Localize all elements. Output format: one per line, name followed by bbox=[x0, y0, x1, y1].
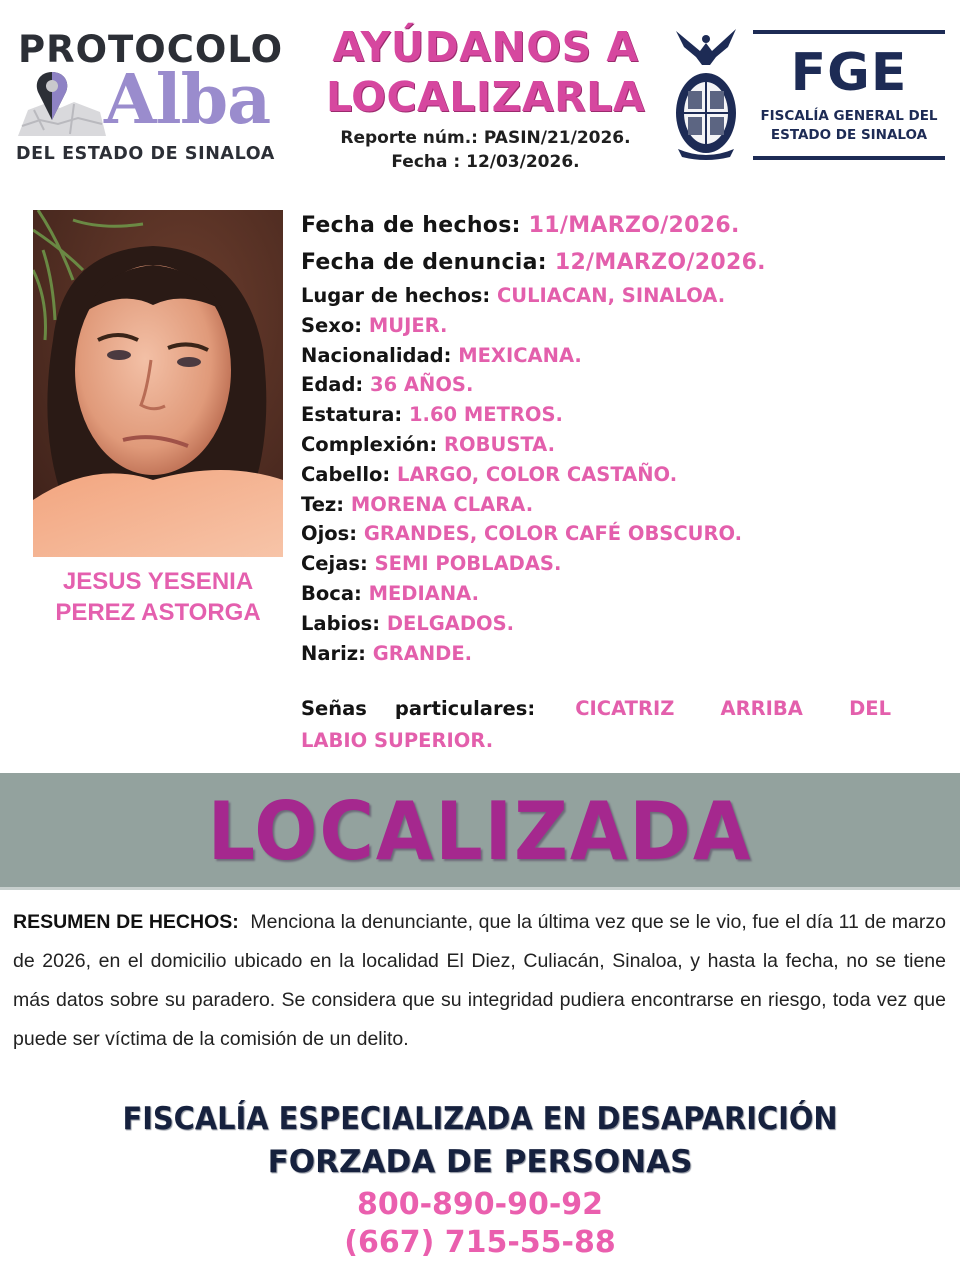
headline-line-1: AYÚDANOS A bbox=[332, 23, 639, 71]
detail-cabello bbox=[301, 460, 901, 490]
detail-nacionalidad bbox=[301, 341, 901, 371]
headline-line-2: LOCALIZARLA bbox=[325, 73, 646, 121]
map-pin-icon bbox=[14, 70, 109, 140]
footer-agency-line-2: FORZADA DE PERSONAS bbox=[267, 1144, 693, 1180]
detail-label: Cabello: bbox=[301, 462, 391, 486]
detail-nariz bbox=[301, 639, 901, 669]
detail-label: Boca: bbox=[301, 581, 362, 605]
report-number: Reporte núm.: PASIN/21/2026. bbox=[340, 128, 631, 148]
senas-value-word-1: CICATRIZ bbox=[575, 697, 675, 720]
detail-value: CULIACAN, SINALOA. bbox=[496, 284, 726, 307]
fge-full-name bbox=[748, 107, 950, 145]
detail-cejas bbox=[301, 549, 901, 579]
report-date: Fecha : 12/03/2026. bbox=[391, 152, 580, 172]
detail-fecha-hechos bbox=[301, 207, 901, 245]
detail-fecha-denuncia bbox=[301, 245, 901, 281]
detail-value: LARGO, COLOR CASTAÑO. bbox=[397, 462, 678, 486]
footer-agency-line-1: FISCALÍA ESPECIALIZADA EN DESAPARICIÓN bbox=[122, 1101, 838, 1137]
detail-value: DELGADOS. bbox=[386, 611, 515, 635]
detail-value: SEMI POBLADAS. bbox=[374, 552, 562, 576]
protocolo-alba-logo bbox=[12, 28, 302, 168]
detail-label: Complexión: bbox=[301, 432, 438, 456]
detail-value: MEDIANA. bbox=[368, 581, 480, 605]
detail-value: ROBUSTA. bbox=[444, 432, 556, 456]
fge-top-rule bbox=[753, 30, 945, 34]
fge-logo bbox=[668, 25, 948, 165]
detail-value: 12/MARZO/2026. bbox=[554, 250, 766, 275]
detail-label: Cejas: bbox=[301, 552, 368, 576]
headline-block bbox=[318, 22, 653, 174]
detail-label: Lugar de hechos: bbox=[301, 284, 491, 307]
senas-label-word-2: particulares: bbox=[394, 697, 536, 720]
detail-label: Sexo: bbox=[301, 313, 363, 337]
logo-subtitle: DEL ESTADO DE SINALOA bbox=[16, 144, 275, 164]
detail-value: MUJER. bbox=[368, 313, 448, 337]
detail-value: 36 AÑOS. bbox=[370, 373, 474, 397]
detail-label: Ojos: bbox=[301, 522, 358, 546]
detail-label: Fecha de denuncia: bbox=[301, 250, 547, 275]
detail-boca bbox=[301, 579, 901, 609]
missing-person-name bbox=[30, 566, 286, 628]
detail-value: 11/MARZO/2026. bbox=[528, 213, 740, 238]
detail-label: Fecha de hechos: bbox=[301, 213, 521, 238]
senas-label-word-1: Señas bbox=[301, 697, 367, 720]
status-localizada: LOCALIZADA bbox=[207, 785, 753, 878]
summary-of-facts bbox=[13, 903, 946, 1059]
person-details-list bbox=[301, 207, 901, 668]
detail-labios bbox=[301, 609, 901, 639]
detail-estatura bbox=[301, 400, 901, 430]
detail-value: MEXICANA. bbox=[458, 343, 582, 367]
detail-complexion bbox=[301, 430, 901, 460]
senas-value-word-3: DEL bbox=[849, 697, 891, 720]
person-photo-icon bbox=[33, 210, 283, 557]
phone-number-1[interactable]: 800-890-90-92 bbox=[356, 1187, 604, 1222]
senas-value-line-1 bbox=[575, 693, 891, 725]
logo-alba-text: Alba bbox=[104, 60, 271, 140]
phone-number-2[interactable]: (667) 715-55-88 bbox=[344, 1225, 616, 1260]
senas-line-1 bbox=[301, 693, 891, 725]
detail-label: Nacionalidad: bbox=[301, 343, 452, 367]
detail-label: Edad: bbox=[301, 373, 364, 397]
person-name-line-1: JESUS YESENIA bbox=[62, 568, 254, 595]
detail-sexo bbox=[301, 311, 901, 341]
distinguishing-marks bbox=[301, 693, 891, 757]
sinaloa-coat-of-arms-icon bbox=[670, 25, 742, 160]
fge-bottom-rule bbox=[753, 156, 945, 160]
senas-value-line-2: LABIO SUPERIOR. bbox=[301, 729, 494, 752]
senas-value-word-2: ARRIBA bbox=[720, 697, 803, 720]
footer-contact bbox=[0, 1098, 960, 1262]
fge-acronym: FGE bbox=[790, 43, 908, 103]
fge-name-line-2: ESTADO DE SINALOA bbox=[770, 127, 928, 143]
detail-value: GRANDES, COLOR CAFÉ OBSCURO. bbox=[363, 522, 743, 546]
detail-lugar-hechos bbox=[301, 281, 901, 311]
fge-name-line-1: FISCALÍA GENERAL DEL bbox=[760, 108, 938, 124]
summary-label: RESUMEN DE HECHOS: bbox=[13, 911, 239, 933]
detail-value: 1.60 METROS. bbox=[408, 403, 563, 427]
detail-edad bbox=[301, 370, 901, 400]
status-banner bbox=[0, 773, 960, 890]
detail-label: Tez: bbox=[301, 492, 345, 516]
summary-text: Menciona la denunciante, que la última vez que se le vio, fue el día 11 de marzo de 2026, en el domicilio ubicado en la localidad El Diez, Culiacán, Sinaloa, y hasta la fecha, no se tiene más datos sobre su paradero. Se considera que su integridad pudiera encontrarse en riesgo, toda vez que puede ser víctima de la comisión de un delito. bbox=[13, 911, 946, 1050]
detail-label: Estatura: bbox=[301, 403, 403, 427]
detail-label: Labios: bbox=[301, 611, 381, 635]
logo-protocolo-text: PROTOCOLO bbox=[18, 28, 284, 71]
person-name-line-2: PEREZ ASTORGA bbox=[55, 599, 261, 626]
detail-value: MORENA CLARA. bbox=[350, 492, 534, 516]
detail-tez bbox=[301, 490, 901, 520]
detail-label: Nariz: bbox=[301, 641, 366, 665]
detail-value: GRANDE. bbox=[372, 641, 473, 665]
person-photo bbox=[33, 210, 283, 557]
detail-ojos bbox=[301, 519, 901, 549]
